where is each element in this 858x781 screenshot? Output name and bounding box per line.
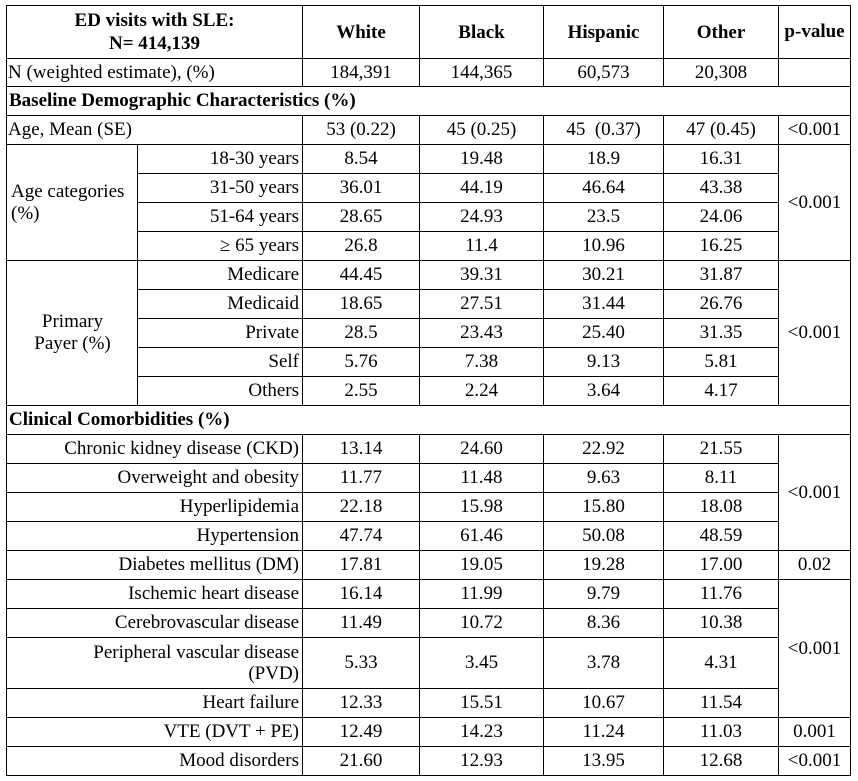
- payer-other: 31.87: [664, 261, 779, 290]
- payer-row: [7, 261, 851, 290]
- comorbidity-label: Ischemic heart disease: [7, 580, 303, 609]
- vte-label: VTE (DVT + PE): [7, 718, 303, 747]
- age-cat-label: 18-30 years: [138, 145, 303, 174]
- comorbidity-row: [7, 638, 851, 689]
- comorbidity-white: 47.74: [303, 522, 420, 551]
- diabetes-p: 0.02: [779, 551, 851, 580]
- header-white: White: [303, 6, 420, 59]
- mood-label: Mood disorders: [7, 747, 303, 776]
- mood-black: 12.93: [420, 747, 544, 776]
- age-cat-white: 8.54: [303, 145, 420, 174]
- payer-other: 5.81: [664, 348, 779, 377]
- comorbidity-hispanic: 3.78: [544, 638, 664, 689]
- payer-label: Self: [138, 348, 303, 377]
- comorbidity-black: 11.99: [420, 580, 544, 609]
- age-cat-label: 31-50 years: [138, 174, 303, 203]
- diabetes-hispanic: 19.28: [544, 551, 664, 580]
- comorbidity-white: 11.49: [303, 609, 420, 638]
- n-row-p: [779, 59, 851, 87]
- comorbidity-white: 12.33: [303, 689, 420, 718]
- payer-black: 2.24: [420, 377, 544, 406]
- primary-payer-group-text: Primary Payer (%): [34, 311, 111, 354]
- age-cat-black: 19.48: [420, 145, 544, 174]
- payer-label: Medicaid: [138, 290, 303, 319]
- vte-row: [7, 718, 851, 747]
- comorbidity-row: [7, 522, 851, 551]
- payer-other: 4.17: [664, 377, 779, 406]
- section-clinical: Clinical Comorbidities (%): [7, 406, 851, 435]
- primary-payer-p: <0.001: [779, 261, 851, 406]
- payer-white: 18.65: [303, 290, 420, 319]
- comorbidity-other: 10.38: [664, 609, 779, 638]
- age-cat-hispanic: 10.96: [544, 232, 664, 261]
- age-mean-hispanic: 45 (0.37): [544, 116, 664, 145]
- comorbidity-white: 5.33: [303, 638, 420, 689]
- vte-white: 12.49: [303, 718, 420, 747]
- age-categories-p: <0.001: [779, 145, 851, 261]
- n-row: [7, 59, 851, 87]
- comorbidity-label: Hypertension: [7, 522, 303, 551]
- vte-other: 11.03: [664, 718, 779, 747]
- payer-hispanic: 3.64: [544, 377, 664, 406]
- section-row: [7, 87, 851, 116]
- n-row-hispanic: 60,573: [544, 59, 664, 87]
- comorbidity-black: 15.98: [420, 493, 544, 522]
- section-baseline: Baseline Demographic Characteristics (%): [7, 87, 851, 116]
- age-mean-row: [7, 116, 851, 145]
- diabetes-black: 19.05: [420, 551, 544, 580]
- comorbidity-other: 48.59: [664, 522, 779, 551]
- payer-hispanic: 9.13: [544, 348, 664, 377]
- comorbidity-other: 11.54: [664, 689, 779, 718]
- n-row-label: N (weighted estimate), (%): [7, 59, 303, 87]
- age-cat-hispanic: 23.5: [544, 203, 664, 232]
- comorbidity-label: Peripheral vascular disease (PVD): [7, 638, 303, 689]
- comorbidity-row: [7, 609, 851, 638]
- payer-black: 7.38: [420, 348, 544, 377]
- payer-hispanic: 31.44: [544, 290, 664, 319]
- age-cat-other: 16.31: [664, 145, 779, 174]
- age-mean-white: 53 (0.22): [303, 116, 420, 145]
- mood-white: 21.60: [303, 747, 420, 776]
- primary-payer-group-label: [7, 261, 138, 406]
- comorbidity-black: 10.72: [420, 609, 544, 638]
- comorbidity-other: 18.08: [664, 493, 779, 522]
- payer-black: 23.43: [420, 319, 544, 348]
- comorb-group1-p: <0.001: [779, 435, 851, 551]
- comorbidity-other: 21.55: [664, 435, 779, 464]
- age-mean-black: 45 (0.25): [420, 116, 544, 145]
- mood-hispanic: 13.95: [544, 747, 664, 776]
- comorb-group2-p: <0.001: [779, 580, 851, 718]
- comorbidity-hispanic: 9.79: [544, 580, 664, 609]
- mood-row: [7, 747, 851, 776]
- payer-black: 27.51: [420, 290, 544, 319]
- age-cat-label: ≥ 65 years: [138, 232, 303, 261]
- comorbidity-hispanic: 22.92: [544, 435, 664, 464]
- age-cat-row: [7, 145, 851, 174]
- payer-hispanic: 30.21: [544, 261, 664, 290]
- comorbidity-hispanic: 50.08: [544, 522, 664, 551]
- payer-black: 39.31: [420, 261, 544, 290]
- comorbidity-black: 24.60: [420, 435, 544, 464]
- comorbidity-white: 16.14: [303, 580, 420, 609]
- payer-other: 31.35: [664, 319, 779, 348]
- comorbidity-row: [7, 435, 851, 464]
- comorbidity-row: [7, 493, 851, 522]
- header-hispanic: Hispanic: [544, 6, 664, 59]
- comorbidity-other: 4.31: [664, 638, 779, 689]
- header-title-line1: ED visits with SLE:: [74, 10, 235, 31]
- comorbidity-other: 11.76: [664, 580, 779, 609]
- comorbidity-black: 11.48: [420, 464, 544, 493]
- comorbidity-hispanic: 9.63: [544, 464, 664, 493]
- comorbidity-label: Heart failure: [7, 689, 303, 718]
- age-cat-white: 26.8: [303, 232, 420, 261]
- payer-label: Others: [138, 377, 303, 406]
- comorbidity-black: 15.51: [420, 689, 544, 718]
- age-cat-other: 16.25: [664, 232, 779, 261]
- payer-label: Medicare: [138, 261, 303, 290]
- vte-black: 14.23: [420, 718, 544, 747]
- vte-hispanic: 11.24: [544, 718, 664, 747]
- comorbidity-hispanic: 15.80: [544, 493, 664, 522]
- comorbidity-label: Overweight and obesity: [7, 464, 303, 493]
- comorbidity-white: 13.14: [303, 435, 420, 464]
- age-mean-p: <0.001: [779, 116, 851, 145]
- header-title-cell: [7, 6, 303, 59]
- mood-p: <0.001: [779, 747, 851, 776]
- age-cat-label: 51-64 years: [138, 203, 303, 232]
- header-other: Other: [664, 6, 779, 59]
- comorbidity-label: Chronic kidney disease (CKD): [7, 435, 303, 464]
- payer-white: 2.55: [303, 377, 420, 406]
- header-black: Black: [420, 6, 544, 59]
- comorbidity-other: 8.11: [664, 464, 779, 493]
- comorbidity-label: Hyperlipidemia: [7, 493, 303, 522]
- comorbidity-black: 3.45: [420, 638, 544, 689]
- age-cat-white: 28.65: [303, 203, 420, 232]
- mood-other: 12.68: [664, 747, 779, 776]
- age-cat-black: 44.19: [420, 174, 544, 203]
- payer-hispanic: 25.40: [544, 319, 664, 348]
- comorbidity-hispanic: 8.36: [544, 609, 664, 638]
- comorbidity-white: 22.18: [303, 493, 420, 522]
- diabetes-other: 17.00: [664, 551, 779, 580]
- comorbidity-row: [7, 464, 851, 493]
- age-cat-other: 43.38: [664, 174, 779, 203]
- comorbidity-black: 61.46: [420, 522, 544, 551]
- sle-race-comparison-table: [6, 5, 851, 776]
- n-row-white: 184,391: [303, 59, 420, 87]
- age-cat-other: 24.06: [664, 203, 779, 232]
- payer-white: 44.45: [303, 261, 420, 290]
- age-cat-hispanic: 46.64: [544, 174, 664, 203]
- diabetes-row: [7, 551, 851, 580]
- payer-label: Private: [138, 319, 303, 348]
- age-categories-group-label: Age categories (%): [7, 145, 138, 261]
- age-cat-white: 36.01: [303, 174, 420, 203]
- age-mean-other: 47 (0.45): [664, 116, 779, 145]
- vte-p: 0.001: [779, 718, 851, 747]
- comorbidity-hispanic: 10.67: [544, 689, 664, 718]
- comorbidity-row: [7, 580, 851, 609]
- header-title-line2: N= 414,139: [108, 33, 201, 54]
- comorbidity-row: [7, 689, 851, 718]
- comorbidity-label: Cerebrovascular disease: [7, 609, 303, 638]
- age-cat-black: 11.4: [420, 232, 544, 261]
- payer-white: 28.5: [303, 319, 420, 348]
- section-row: [7, 406, 851, 435]
- header-row: [7, 6, 851, 59]
- age-cat-black: 24.93: [420, 203, 544, 232]
- diabetes-white: 17.81: [303, 551, 420, 580]
- age-cat-hispanic: 18.9: [544, 145, 664, 174]
- age-mean-label: Age, Mean (SE): [7, 116, 303, 145]
- payer-white: 5.76: [303, 348, 420, 377]
- n-row-black: 144,365: [420, 59, 544, 87]
- comorbidity-white: 11.77: [303, 464, 420, 493]
- diabetes-label: Diabetes mellitus (DM): [7, 551, 303, 580]
- payer-other: 26.76: [664, 290, 779, 319]
- header-pvalue: p-value: [779, 6, 851, 59]
- n-row-other: 20,308: [664, 59, 779, 87]
